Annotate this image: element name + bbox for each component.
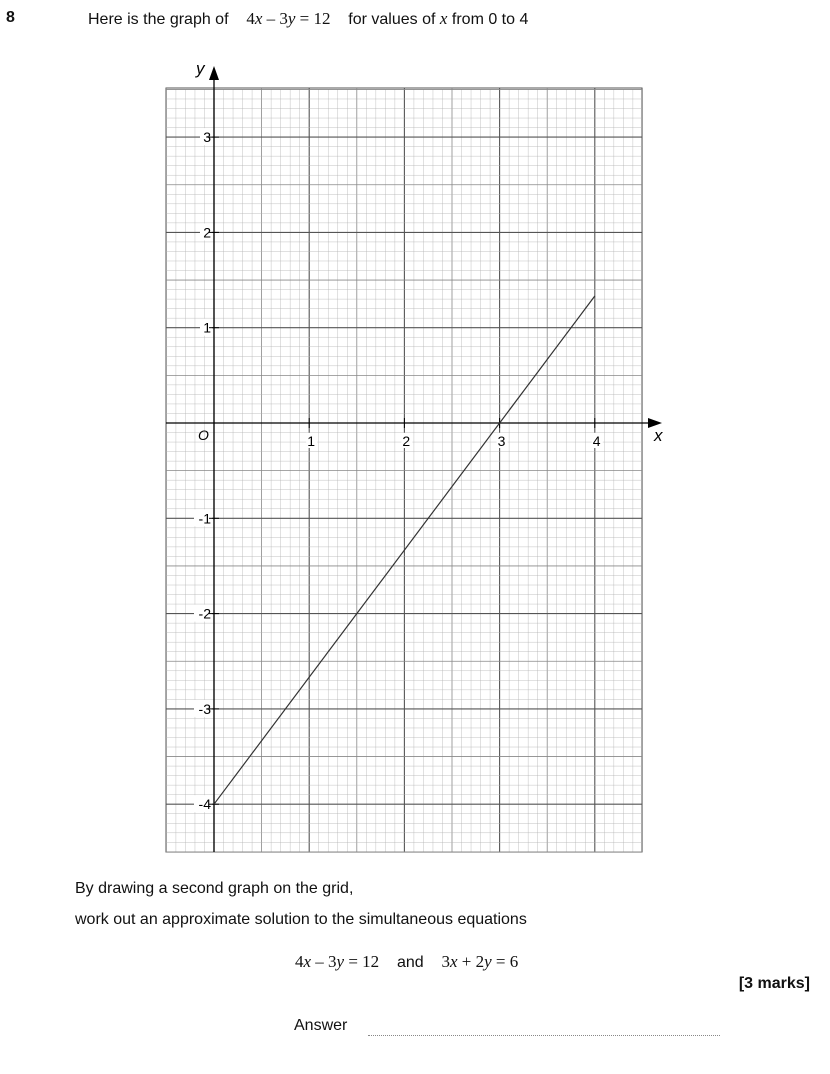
y-tick-label: -2 (198, 605, 211, 622)
intro-eq-var-y: y (287, 9, 296, 28)
eq1-coef-x: 4 (295, 952, 304, 971)
y-tick-label: -4 (198, 796, 211, 813)
and-text: and (396, 954, 424, 971)
intro-eq-var-x: x (254, 9, 263, 28)
eq1-mid: – 3 (311, 952, 337, 971)
x-tick-label: 4 (592, 433, 601, 449)
x-tick-label: 2 (402, 433, 411, 449)
origin-label: O (198, 427, 209, 443)
eq1-var-y: y (336, 952, 345, 971)
intro-eq-minus: – 3 (262, 9, 288, 28)
y-axis-arrow (209, 66, 219, 80)
instruction-line-1: By drawing a second graph on the grid, (75, 880, 354, 897)
eq2-var-x: x (449, 952, 458, 971)
eq2-mid: + 2 (457, 952, 485, 971)
range-var: x (439, 9, 448, 28)
range-text-2: from 0 to 4 (451, 11, 529, 28)
instruction-line-2: work out an approximate solution to the simultaneous equations (75, 911, 527, 928)
intro-eq-rhs: = 12 (295, 9, 331, 28)
intro-text: Here is the graph of (88, 11, 229, 28)
x-tick-label: 3 (497, 433, 506, 449)
intro-eq-coef-x: 4 (246, 9, 255, 28)
y-axis-label: y (196, 59, 205, 78)
question-number: 8 (6, 9, 15, 26)
range-text-1: for values of (348, 11, 436, 28)
x-tick-label: 1 (307, 433, 315, 449)
simultaneous-equations (295, 952, 518, 972)
marks-label: [3 marks] (738, 975, 810, 992)
y-tick-label: 3 (203, 129, 211, 146)
y-tick-label: 1 (203, 319, 211, 336)
y-tick-label: -1 (198, 510, 211, 527)
eq2-rhs: = 6 (491, 952, 519, 971)
eq1-var-x: x (303, 952, 312, 971)
graph-grid (166, 88, 642, 852)
eq1-rhs: = 12 (344, 952, 380, 971)
eq2-var-y: y (484, 952, 492, 971)
y-tick-label: -3 (198, 700, 211, 717)
answer-input-line[interactable] (368, 1035, 720, 1036)
y-tick-label: 2 (203, 224, 211, 241)
eq2-coef-x: 3 (441, 952, 450, 971)
x-axis-label: x (654, 426, 663, 445)
answer-label: Answer (294, 1017, 348, 1034)
